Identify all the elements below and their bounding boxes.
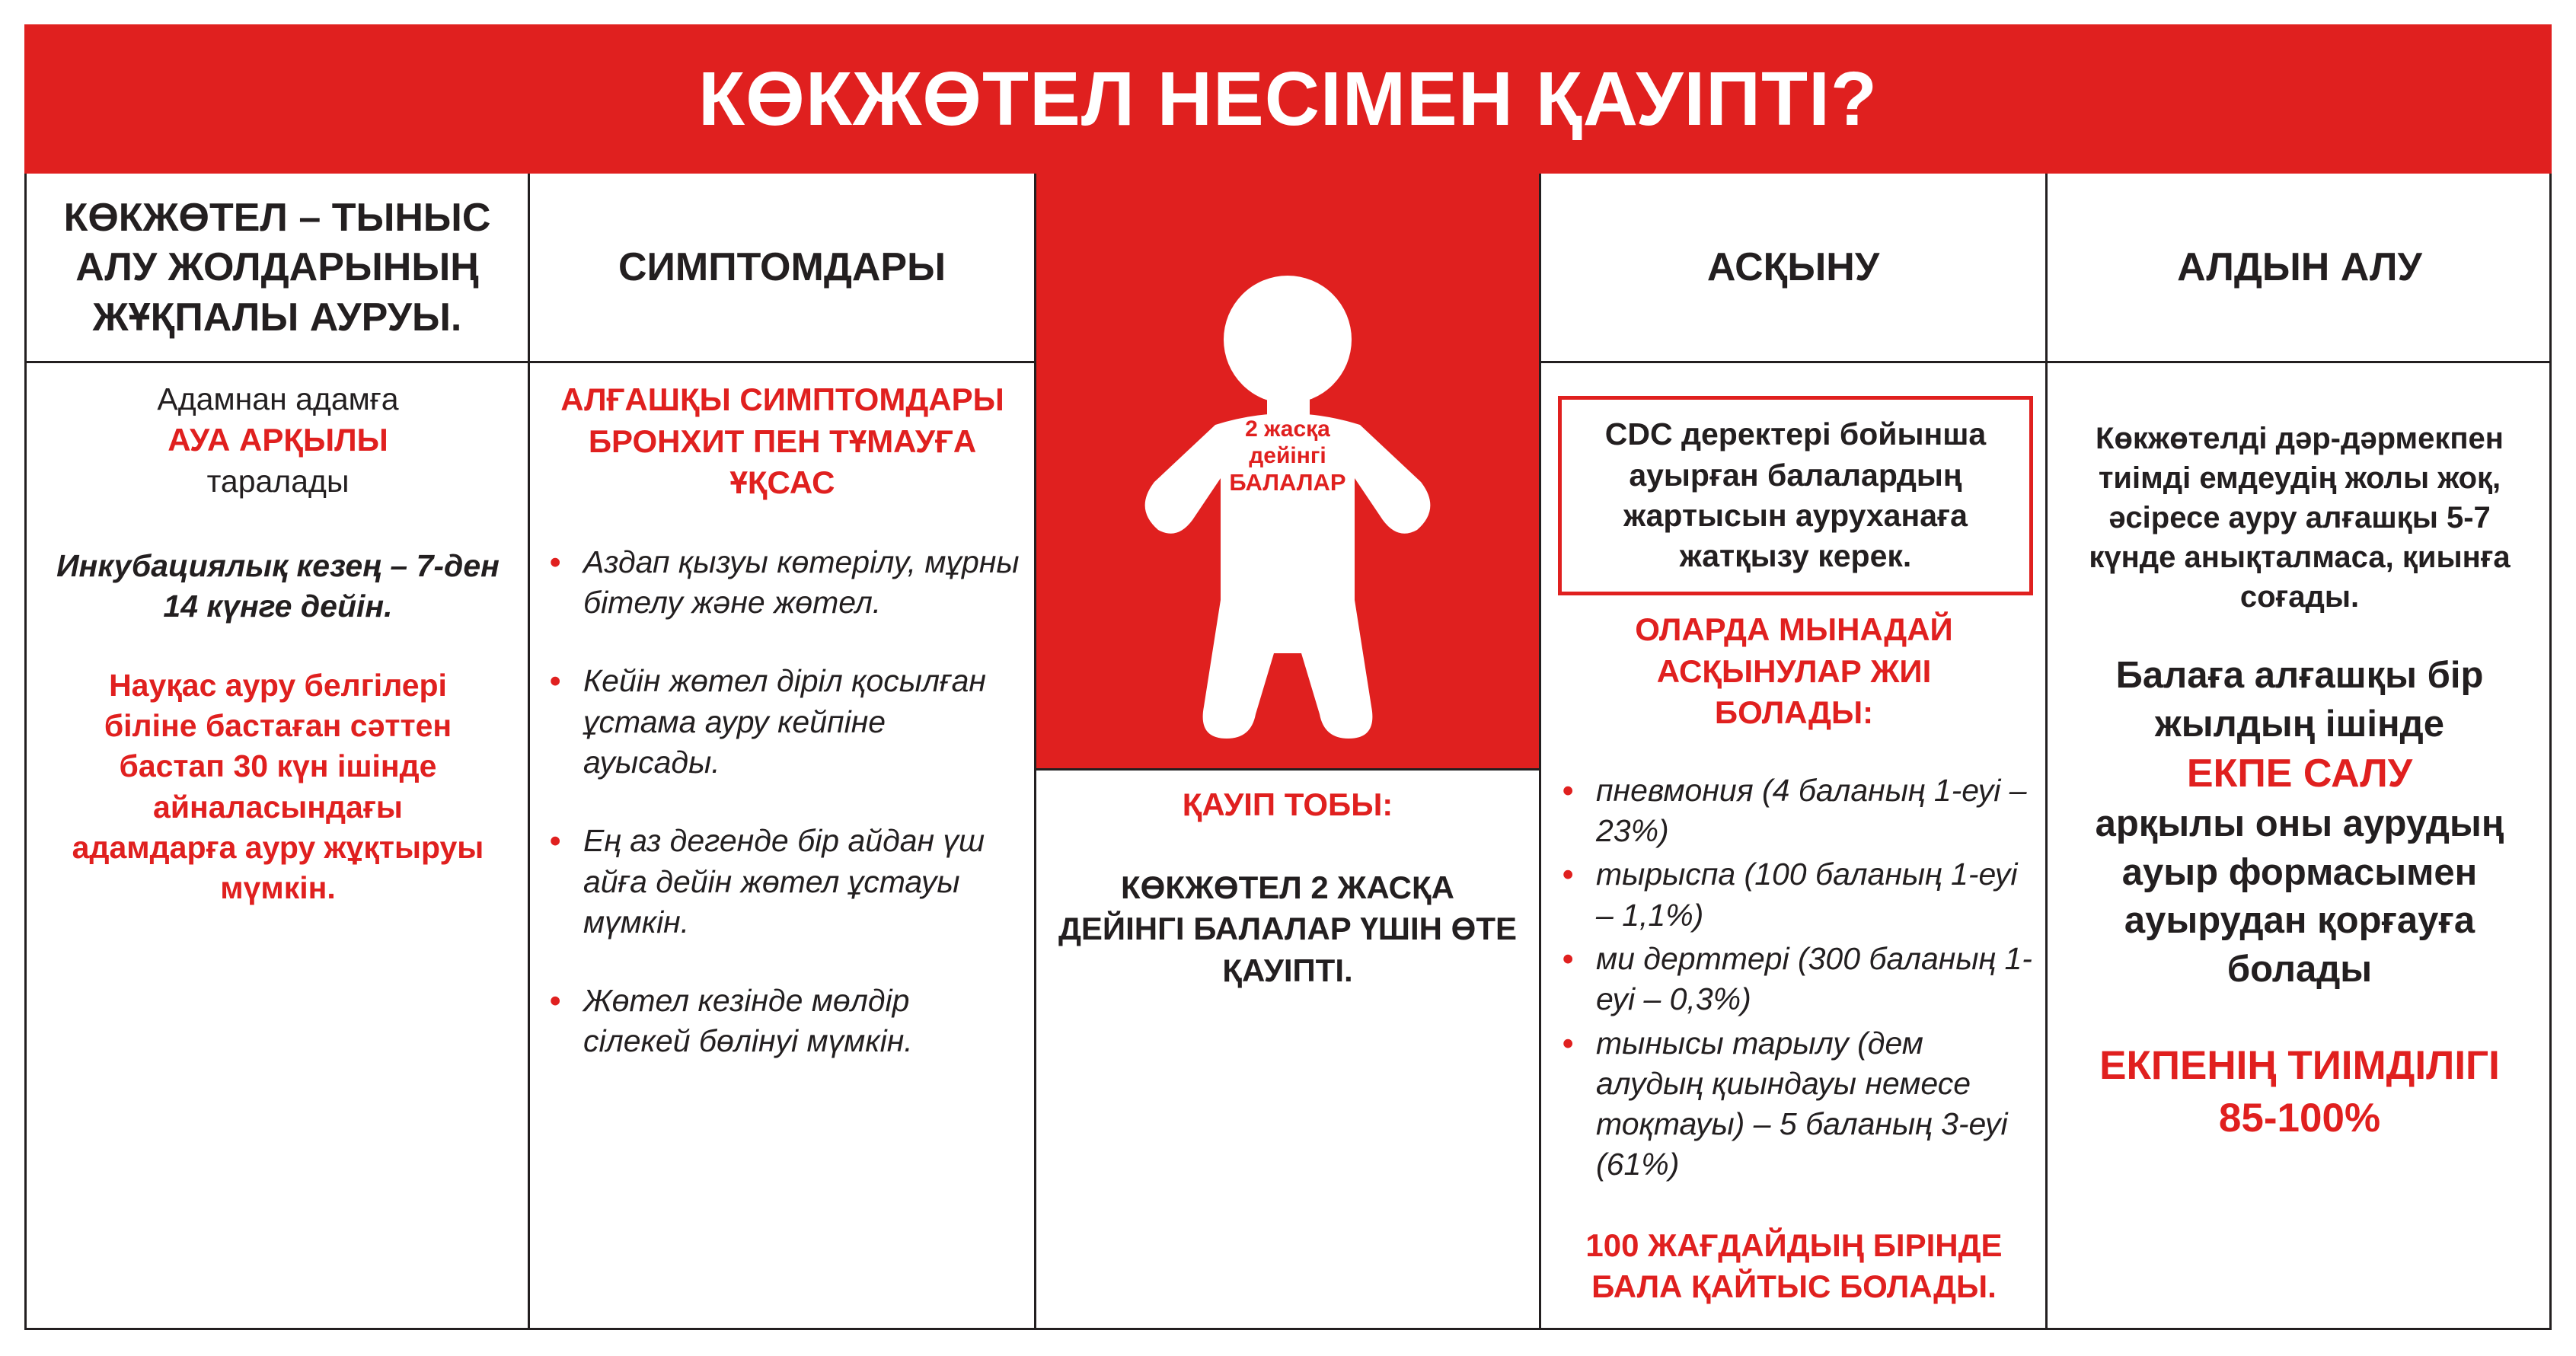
list-item: • ми дерттері (300 баланың 1-еуі – 0,3%) (1563, 939, 2035, 1020)
complications-list (1553, 771, 2035, 1185)
risk-group-panel (1036, 174, 1540, 769)
transmission-line1: Адамнан адамға (157, 381, 399, 416)
risk-group-section (1055, 784, 1521, 991)
risk-group-title: ҚАУІП ТОБЫ: (1182, 786, 1393, 822)
incubation-text: Инкубациялық кезең – 7-ден 14 күнге дейін. (56, 548, 500, 624)
no-cure-text: Көкжөтелді дәр-дәрмекпен тиімді емдеудің жолы жоқ, әсіресе ауру алғашқы 5-7 күнде анықталмаса, қиынға соғады. (2089, 422, 2511, 614)
heading-disease (27, 174, 528, 362)
symptoms-list (541, 542, 1024, 1062)
cdc-box (1558, 396, 2033, 595)
list-item: • Аздап қызуы көтерілу, мұрны бітелу және жөтел. (550, 542, 1024, 624)
heading-complications (1541, 174, 2045, 362)
symptoms-section (541, 379, 1024, 1062)
list-item: • Ең аз дегенде бір айдан үш айға дейін жөтел ұстауы мүмкін. (550, 821, 1024, 943)
vaccination-highlight: ЕКПЕ САЛУ (2186, 751, 2413, 796)
contagious-text: Науқас ауру белгілері біліне бастаған сәттен бастап 30 күн ішінде айналасындағы адамдарға ауру жұқтыруы мүмкін. (72, 667, 484, 906)
transmission-section (46, 379, 510, 909)
list-item: • тынысы тарылу (дем алудың қиындауы немесе тоқтауы) – 5 баланың 3-еуі (61%) (1563, 1023, 2035, 1185)
figure-label-3: БАЛАЛАР (1229, 469, 1346, 496)
title-banner (24, 24, 2552, 174)
heading-symptoms (530, 174, 1034, 362)
heading-disease-text: КӨКЖӨТЕЛ – ТЫНЫС АЛУ ЖОЛДАРЫНЫҢ ЖҰҚПАЛЫ АУРУЫ. (63, 195, 491, 340)
figure-label-2: дейінгі (1249, 443, 1326, 468)
list-item: • Жөтел кезінде мөлдір сілекей бөлінуі мүмкін. (550, 981, 1024, 1062)
efficacy-value: 85-100% (2218, 1095, 2381, 1141)
death-rate-text: 100 ЖАҒДАЙДЫҢ БІРІНДЕ БАЛА ҚАЙТЫС БОЛАДЫ. (1585, 1227, 2003, 1305)
first-symptoms-text: АЛҒАШҚЫ СИМПТОМДАРЫ БРОНХИТ ПЕН ТҰМАУҒА ҰҚСАС (560, 381, 1004, 501)
heading-prevention (2048, 174, 2552, 362)
heading-prevention-text: АЛДЫН АЛУ (2177, 245, 2422, 290)
heading-symptoms-text: СИМПТОМДАРЫ (618, 245, 946, 290)
transmission-line-end: таралады (206, 463, 350, 499)
vaccination-text-2: арқылы оны аурудың ауыр формасымен ауырудан қорғауға болады (2095, 802, 2504, 991)
row-divider (1034, 768, 1541, 771)
page-title: КӨКЖӨТЕЛ НЕСІМЕН ҚАУІПТІ? (698, 56, 1878, 142)
list-item: • Кейін жөтел діріл қосылған ұстама ауру кейпіне ауысады. (550, 661, 1024, 783)
transmission-airborne: АУА АРҚЫЛЫ (168, 422, 388, 458)
heading-complications-text: АСҚЫНУ (1706, 245, 1880, 290)
figure-label-1: 2 жасқа (1245, 416, 1330, 442)
efficacy-title: ЕКПЕНІҢ ТИІМДІЛІГІ (2099, 1042, 2500, 1088)
child-figure-icon (1036, 174, 1540, 769)
prevention-section (2064, 419, 2536, 1145)
column-divider (1034, 174, 1036, 1330)
list-item: • тырыспа (100 баланың 1-еуі – 1,1%) (1563, 854, 2035, 936)
list-item: • пневмония (4 баланың 1-еуі – 23%) (1563, 771, 2035, 852)
vaccination-text-1: Балаға алғашқы бір жылдың ішінде (2115, 655, 2484, 745)
cdc-text: CDC деректері бойынша ауырған балалардың жартысын ауруханаға жатқызу керек. (1604, 416, 1987, 574)
risk-group-text: КӨКЖӨТЕЛ 2 ЖАСҚА ДЕЙІНГІ БАЛАЛАР ҮШІН ӨТЕ ҚАУІПТІ. (1058, 869, 1518, 988)
complications-title: ОЛАРДА МЫНАДАЙ АСҚЫНУЛАР ЖИІ БОЛАДЫ: (1635, 611, 1953, 731)
complications-section (1553, 609, 2035, 1308)
